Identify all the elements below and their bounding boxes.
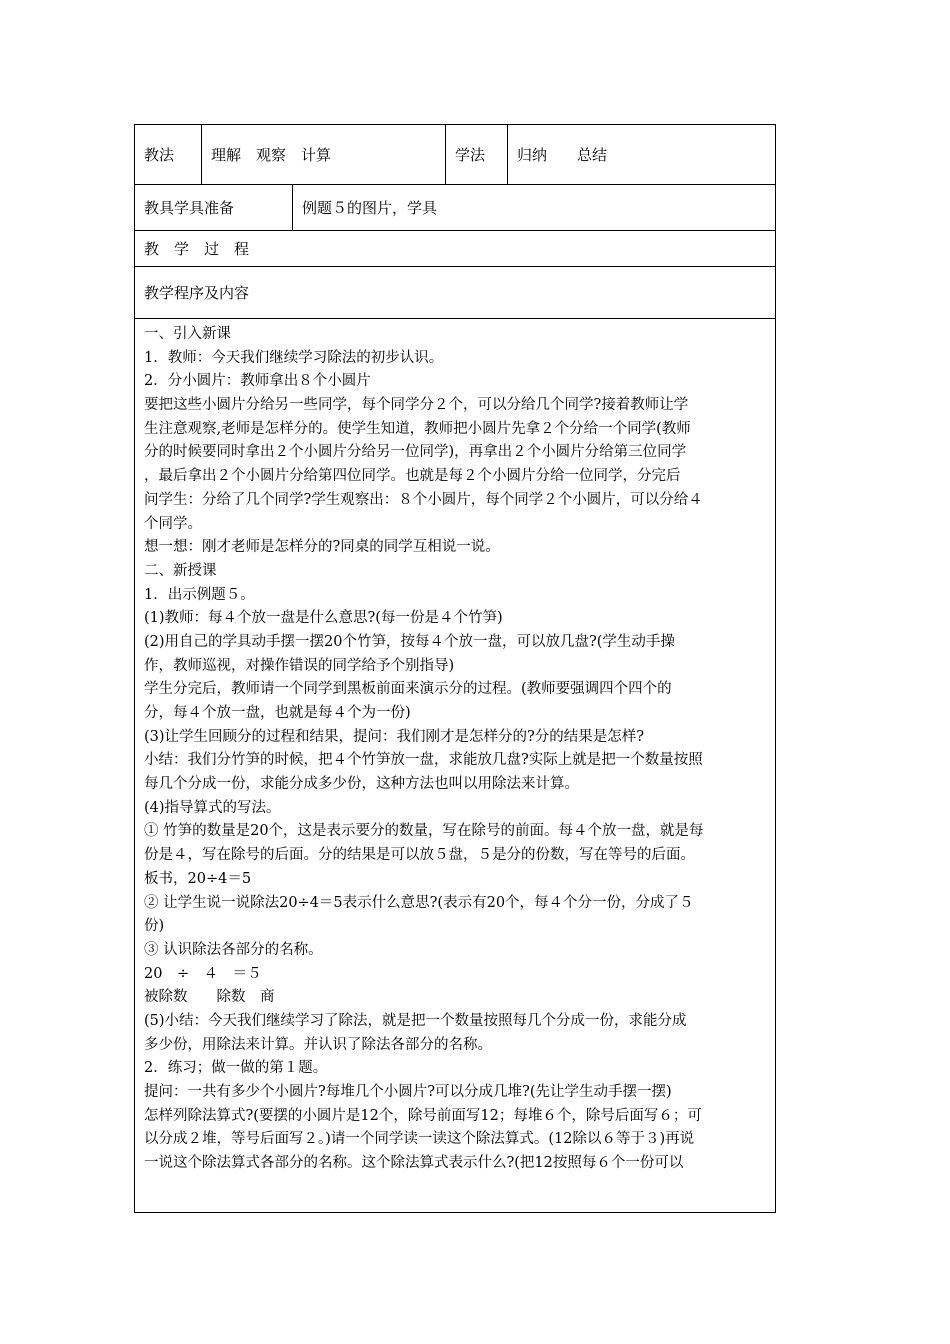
content-line: 份是４，写在除号的后面。分的结果是可以放５盘，５是分的份数，写在等号的后面。 <box>144 847 695 864</box>
content-line: 二、新授课 <box>144 562 217 579</box>
content-line: 分，每４个放一盘，也就是每４个为一份) <box>144 705 411 721</box>
tools-value: 例题５的图片，学具 <box>302 199 438 217</box>
content-line: 一说这个除法算式各部分的名称。这个除法算式表示什么?(把12按照每６个一份可以 <box>144 1155 684 1172</box>
content-line: (2)用自己的学具动手摆一摆20个竹笋，按每４个放一盘，可以放几盘?(学生动手操 <box>144 633 675 650</box>
content-line: 学生分完后，教师请一个同学到黑板前面来演示分的过程。(教师要强调四个四个的 <box>144 681 672 698</box>
content-line: ③ 认识除法各部分的名称。 <box>144 941 323 958</box>
content-line: 小结：我们分竹笋的时候，把４个竹笋放一盘，求能放几盘?实际上就是把一个数量按照 <box>144 752 703 769</box>
content-line: 板书，20÷4＝5 <box>144 870 252 887</box>
content-line: ① 竹笋的数量是20个，这是表示要分的数量，写在除号的前面。每４个放一盘，就是每 <box>144 823 704 840</box>
content-line: ② 让学生说一说除法20÷4＝5表示什么意思?(表示有20个，每４个分一份，分成了５ <box>144 894 694 911</box>
content-line: 个同学。 <box>144 515 202 532</box>
method-label: 教法 <box>144 146 175 164</box>
tools-label: 教具学具准备 <box>144 199 235 217</box>
column-divider <box>507 124 508 184</box>
content-line: 20 ÷ ４ ＝５ <box>144 965 262 982</box>
content-line: 2．分小圆片：教师拿出８个小圆片 <box>144 373 371 390</box>
lesson-content <box>144 323 768 1176</box>
content-line: 1．出示例题５。 <box>144 586 255 603</box>
content-line: (5)小结：今天我们继续学习了除法，就是把一个数量按照每几个分成一份，求能分成 <box>144 1012 687 1029</box>
process-heading: 教 学 过 程 <box>144 240 250 258</box>
content-line: 生注意观察,老师是怎样分的。使学生知道，教师把小圆片先拿２个分给一个同学(教师 <box>144 420 691 437</box>
content-line: 被除数 除数 商 <box>144 989 275 1006</box>
content-line: (3)让学生回顾分的过程和结果，提问：我们刚才是怎样分的?分的结果是怎样? <box>144 728 645 745</box>
content-line: 分的时候要同时拿出２个小圆片分给另一位同学)，再拿出２个小圆片分给第三位同学 <box>144 444 687 461</box>
study-value: 归纳 总结 <box>517 146 608 164</box>
column-divider <box>445 124 446 184</box>
row-divider <box>134 266 776 267</box>
content-line: 以分成２堆，等号后面写２。)请一个同学读一读这个除法算式。(12除以６等于３)再说 <box>144 1131 695 1148</box>
column-divider <box>292 184 293 230</box>
content-line: 作，教师巡视，对操作错误的同学给予个别指导) <box>144 657 455 674</box>
content-line: 2．练习；做一做的第１题。 <box>144 1060 328 1077</box>
content-line: 想一想：刚才老师是怎样分的?同桌的同学互相说一说。 <box>144 539 500 556</box>
content-line: (4)指导算式的写法。 <box>144 799 281 816</box>
content-line: 份) <box>144 918 165 935</box>
content-line: 问学生：分给了几个同学?学生观察出：８个小圆片，每个同学２个小圆片，可以分给４ <box>144 491 703 508</box>
content-line: (1)教师：每４个放一盘是什么意思?(每一份是４个竹笋) <box>144 610 503 627</box>
column-divider <box>201 124 202 184</box>
row-divider <box>134 184 776 185</box>
method-value: 理解 观察 计算 <box>211 146 332 164</box>
row-divider <box>134 318 776 319</box>
content-line: 怎样列除法算式?(要摆的小圆片是12个，除号前面写12；每堆６个，除号后面写６；可 <box>144 1107 702 1124</box>
content-line: 要把这些小圆片分给另一些同学，每个同学分２个，可以分给几个同学?接着教师让学 <box>144 397 689 414</box>
content-line: ，最后拿出２个小圆片分给第四位同学。也就是每２个小圆片分给一位同学，分完后 <box>144 468 681 485</box>
content-line: 1．教师：今天我们继续学习除法的初步认识。 <box>144 349 444 366</box>
study-label: 学法 <box>455 146 486 164</box>
content-line: 多少份，用除法来计算。并认识了除法各部分的名称。 <box>144 1036 492 1053</box>
content-line: 一、引入新课 <box>144 326 231 342</box>
content-line: 每几个分成一份，求能分成多少份，这种方法也叫以用除法来计算。 <box>144 776 579 793</box>
content-line: 提问：一共有多少个小圆片?每堆几个小圆片?可以分成几堆?(先让学生动手摆一摆) <box>144 1084 672 1100</box>
row-divider <box>134 230 776 231</box>
content-heading: 教学程序及内容 <box>144 284 250 302</box>
